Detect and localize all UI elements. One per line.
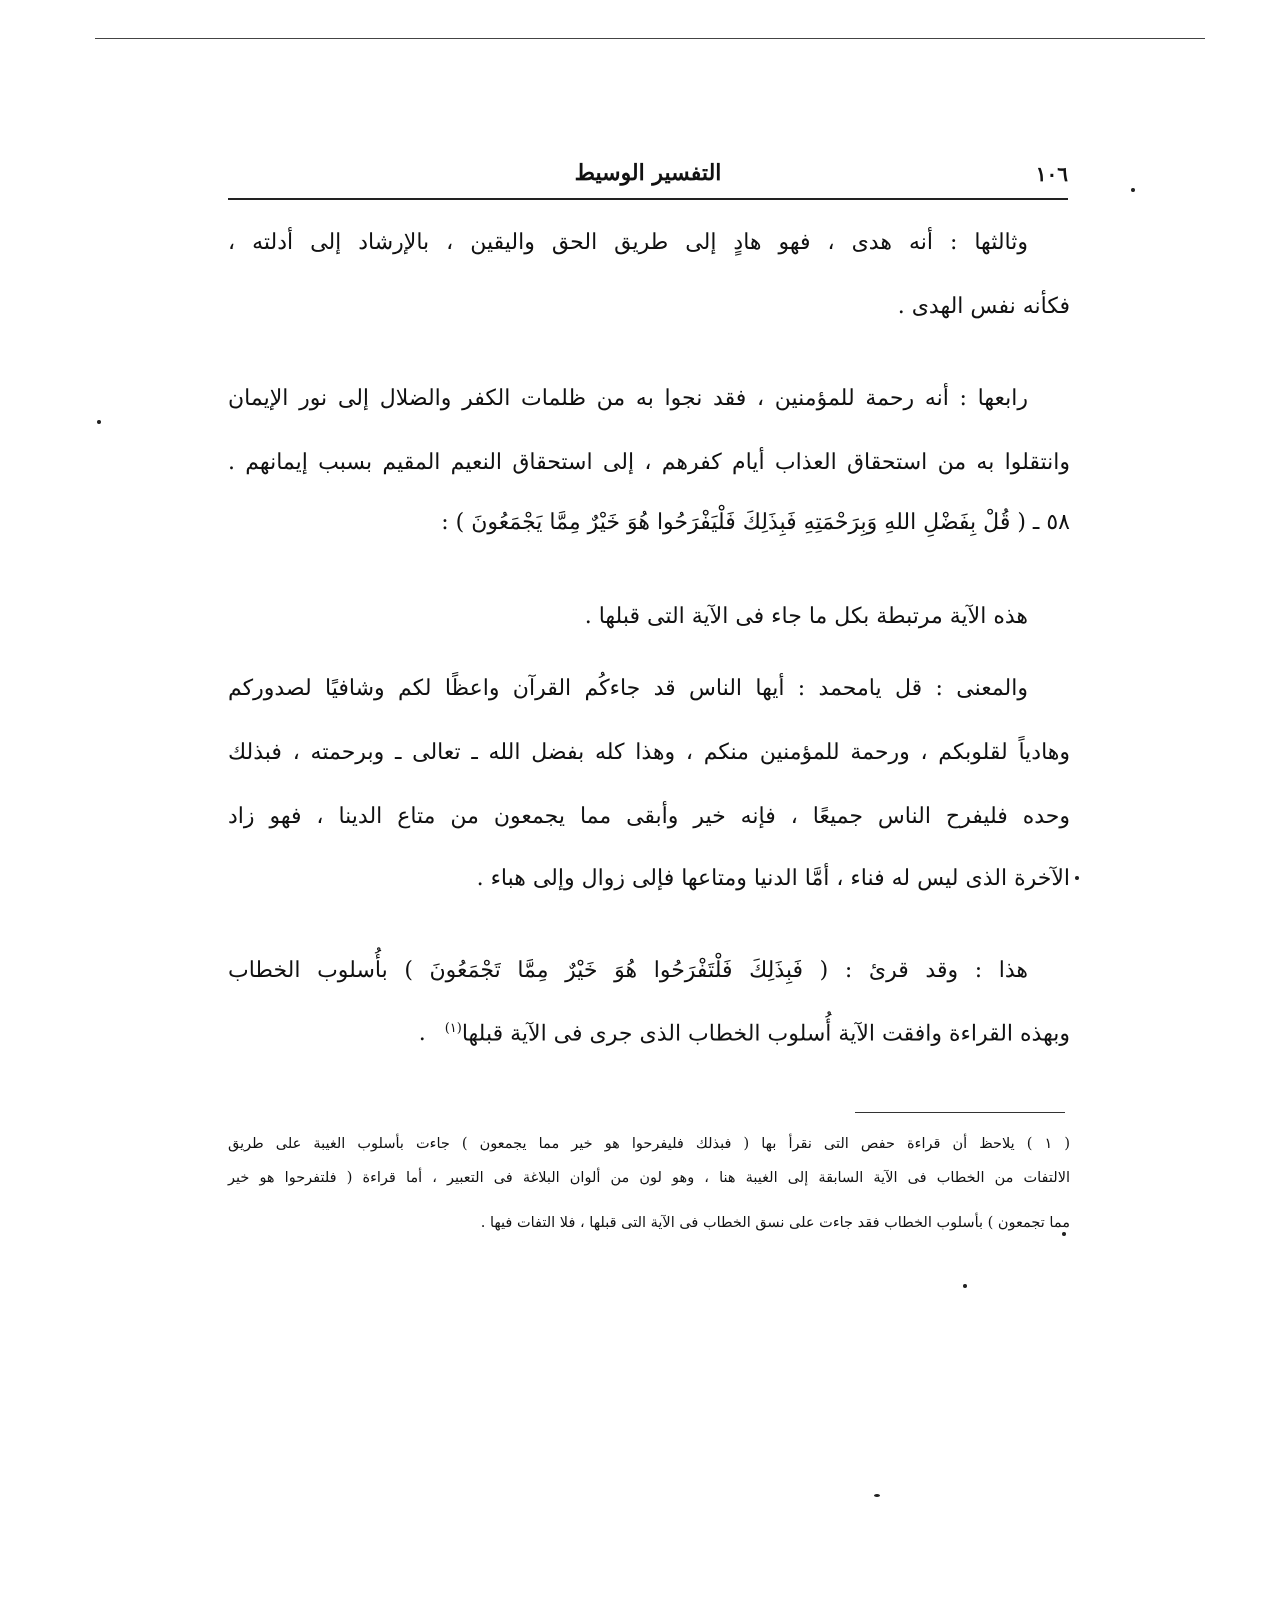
scan-speck	[963, 1284, 967, 1288]
scan-speck	[1062, 1232, 1066, 1236]
text-line: هذا : وقد قرئ : ( فَبِذَلِكَ فَلْتَفْرَحُوا هُوَ خَيْرٌ مِمَّا تَجْمَعُونَ ) بأُسلوب الخطاب	[228, 958, 1028, 983]
text-line: وحده فليفرح الناس جميعًا ، فإنه خير وأبقى مما يجمعون من متاع الدينا ، فهو زاد	[228, 804, 1070, 829]
text-line: وهادياً لقلوبكم ، ورحمة للمؤمنين منكم ، وهذا كله بفضل الله ـ تعالى ـ وبرحمته ، فبذلك	[228, 740, 1070, 765]
text-line: رابعها : أنه رحمة للمؤمنين ، فقد نجوا به من ظلمات الكفر والضلال إلى نور الإيمان	[228, 386, 1028, 411]
text-line: والمعنى : قل يامحمد : أيها الناس قد جاءكُم القرآن واعظًا لكم وشافيًا لصدوركم	[228, 676, 1028, 701]
scan-speck	[97, 420, 101, 424]
text-line: فكأنه نفس الهدى .	[897, 294, 1070, 319]
footnote-line: الالتفات من الخطاب فى الآية السابقة إلى الغيبة هنا ، وهو لون من ألوان البلاغة فى التعبير ، أما قراءة ( فلتفرحوا هو خير	[228, 1170, 1070, 1186]
text-line	[228, 1022, 1070, 1045]
scan-speck	[1075, 876, 1079, 880]
scan-top-rule	[95, 38, 1205, 39]
page-header	[228, 160, 1068, 196]
line-end-period: .	[418, 1021, 426, 1047]
footnote-line: مما تجمعون ) بأسلوب الخطاب فقد جاءت على نسق الخطاب فى الآية التى قبلها ، فلا التفات فيها .	[480, 1215, 1070, 1231]
text-line: الآخرة الذى ليس له فناء ، أمَّا الدنيا ومتاعها فإلى زوال وإلى هباء .	[476, 866, 1070, 891]
footnote-line: ( ١ ) يلاحظ أن قراءة حفص التى نقرأ بها ( فبذلك فليفرحوا هو خير مما يجمعون ) جاءت بأسلوب الغيبة على طريق	[228, 1136, 1070, 1152]
text-line: وثالثها : أنه هدى ، فهو هادٍ إلى طريق الحق واليقين ، بالإرشاد إلى أدلته ،	[228, 230, 1028, 255]
scan-speck	[1131, 188, 1135, 192]
text-line: هذه الآية مرتبطة بكل ما جاء فى الآية التى قبلها .	[584, 604, 1028, 629]
footnote-rule	[855, 1112, 1065, 1113]
text-line-content: وبهذه القراءة وافقت الآية أُسلوب الخطاب الذى جرى فى الآية قبلها	[461, 1021, 1070, 1047]
scan-speck	[874, 1494, 880, 1497]
page-number: ١٠٦	[1035, 162, 1068, 186]
footnote-marker: (١)	[444, 1021, 462, 1036]
header-rule	[228, 198, 1068, 200]
verse-heading: ٥٨ ـ ( قُلْ بِفَضْلِ اللهِ وَبِرَحْمَتِهِ فَبِذَلِكَ فَلْيَفْرَحُوا هُوَ خَيْرٌ مِمَّا يَجْمَعُونَ ) :	[441, 510, 1070, 535]
running-title: التفسير الوسيط	[574, 160, 722, 186]
text-line: وانتقلوا به من استحقاق العذاب أيام كفرهم ، إلى استحقاق النعيم المقيم بسبب إيمانهم .	[228, 450, 1070, 475]
